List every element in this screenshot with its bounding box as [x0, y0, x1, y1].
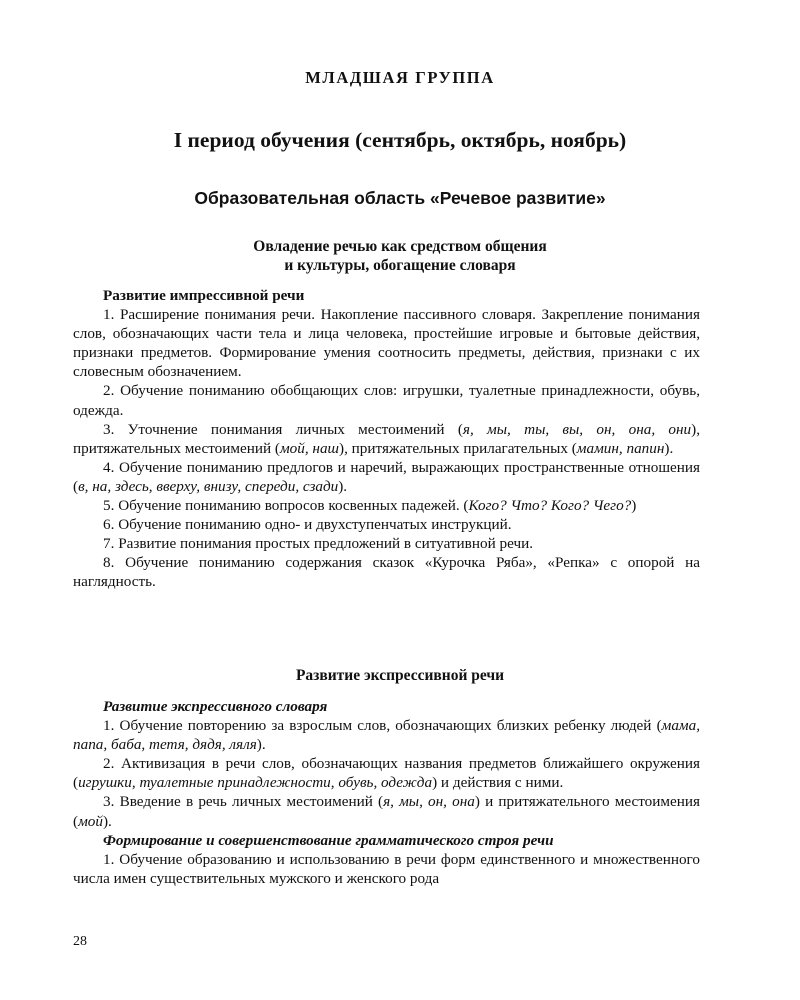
section-title-line-1: Овладение речью как средством общения: [253, 238, 547, 255]
paragraph-6: 6. Обучение пониманию одно- и двухступенчатых инструкций.: [103, 516, 512, 534]
section-title-speech-communication: [0, 237, 800, 275]
paragraph-expressive-3: 3. Введение в речь личных местоимений (я, мы, он, она) и притяжательного местоимения (мой).: [73, 793, 700, 830]
section-title-expressive-speech: Развитие экспрессивной речи: [295, 667, 505, 684]
paragraph-1: 1. Расширение понимания речи. Накопление пассивного словаря. Закрепление понимания слов, обозначающих части тела и лица человека, простейшие игровые и бытовые действия, признаки предметов. Формирование умения соотносить предметы, действия, признаки с их словесным обозначением.: [73, 306, 700, 381]
paragraph-5: 5. Обучение пониманию вопросов косвенных падежей. (Кого? Что? Кого? Чего?): [103, 497, 637, 515]
paragraph-4: 4. Обучение пониманию предлогов и наречий, выражающих пространственные отношения (в, на, здесь, вверху, внизу, спереди, сзади).: [73, 458, 700, 495]
group-title: МЛАДШАЯ ГРУППА: [305, 68, 495, 87]
paragraph-3: 3. Уточнение понимания личных местоимений (я, мы, ты, вы, он, она, они), притяжательных местоимений (мой, наш), притяжательных прилагательных (мамин, папин).: [73, 420, 700, 457]
page-number: 28: [73, 934, 87, 949]
impressive-speech-block: [73, 286, 700, 592]
paragraph-expressive-1: 1. Обучение повторению за взрослым слов, обозначающих близких ребенку людей (мама, папа, баба, тетя, дядя, ляля).: [73, 717, 700, 754]
paragraph-grammar-1: 1. Обучение образованию и использованию в речи форм единственного и множественного числа имен существительных мужского и женского рода: [73, 850, 700, 887]
educational-area-title: Образовательная область «Речевое развитие»: [194, 188, 606, 208]
paragraph-7: 7. Развитие понимания простых предложений в ситуативной речи.: [103, 535, 534, 553]
paragraph-2: 2. Обучение пониманию обобщающих слов: игрушки, туалетные принадлежности, обувь, одежда.: [73, 382, 700, 419]
subsection-title-grammar: Формирование и совершенствование грамматического строя речи: [103, 831, 554, 849]
period-title: I период обучения (сентябрь, октябрь, ноябрь): [173, 128, 627, 152]
subsection-title-expressive-vocabulary: Развитие экспрессивного словаря: [103, 698, 328, 715]
paragraph-8: 8. Обучение пониманию содержания сказок «Курочка Ряба», «Репка» с опорой на наглядность.: [73, 554, 700, 591]
subsection-title-impressive: Развитие импрессивной речи: [103, 287, 305, 304]
paragraph-expressive-2: 2. Активизация в речи слов, обозначающих названия предметов ближайшего окружения (игрушки, туалетные принадлежности, обувь, одежда) и действия с ними.: [73, 755, 700, 792]
expressive-speech-block: [73, 697, 700, 888]
section-title-line-2: и культуры, обогащение словаря: [284, 257, 516, 274]
